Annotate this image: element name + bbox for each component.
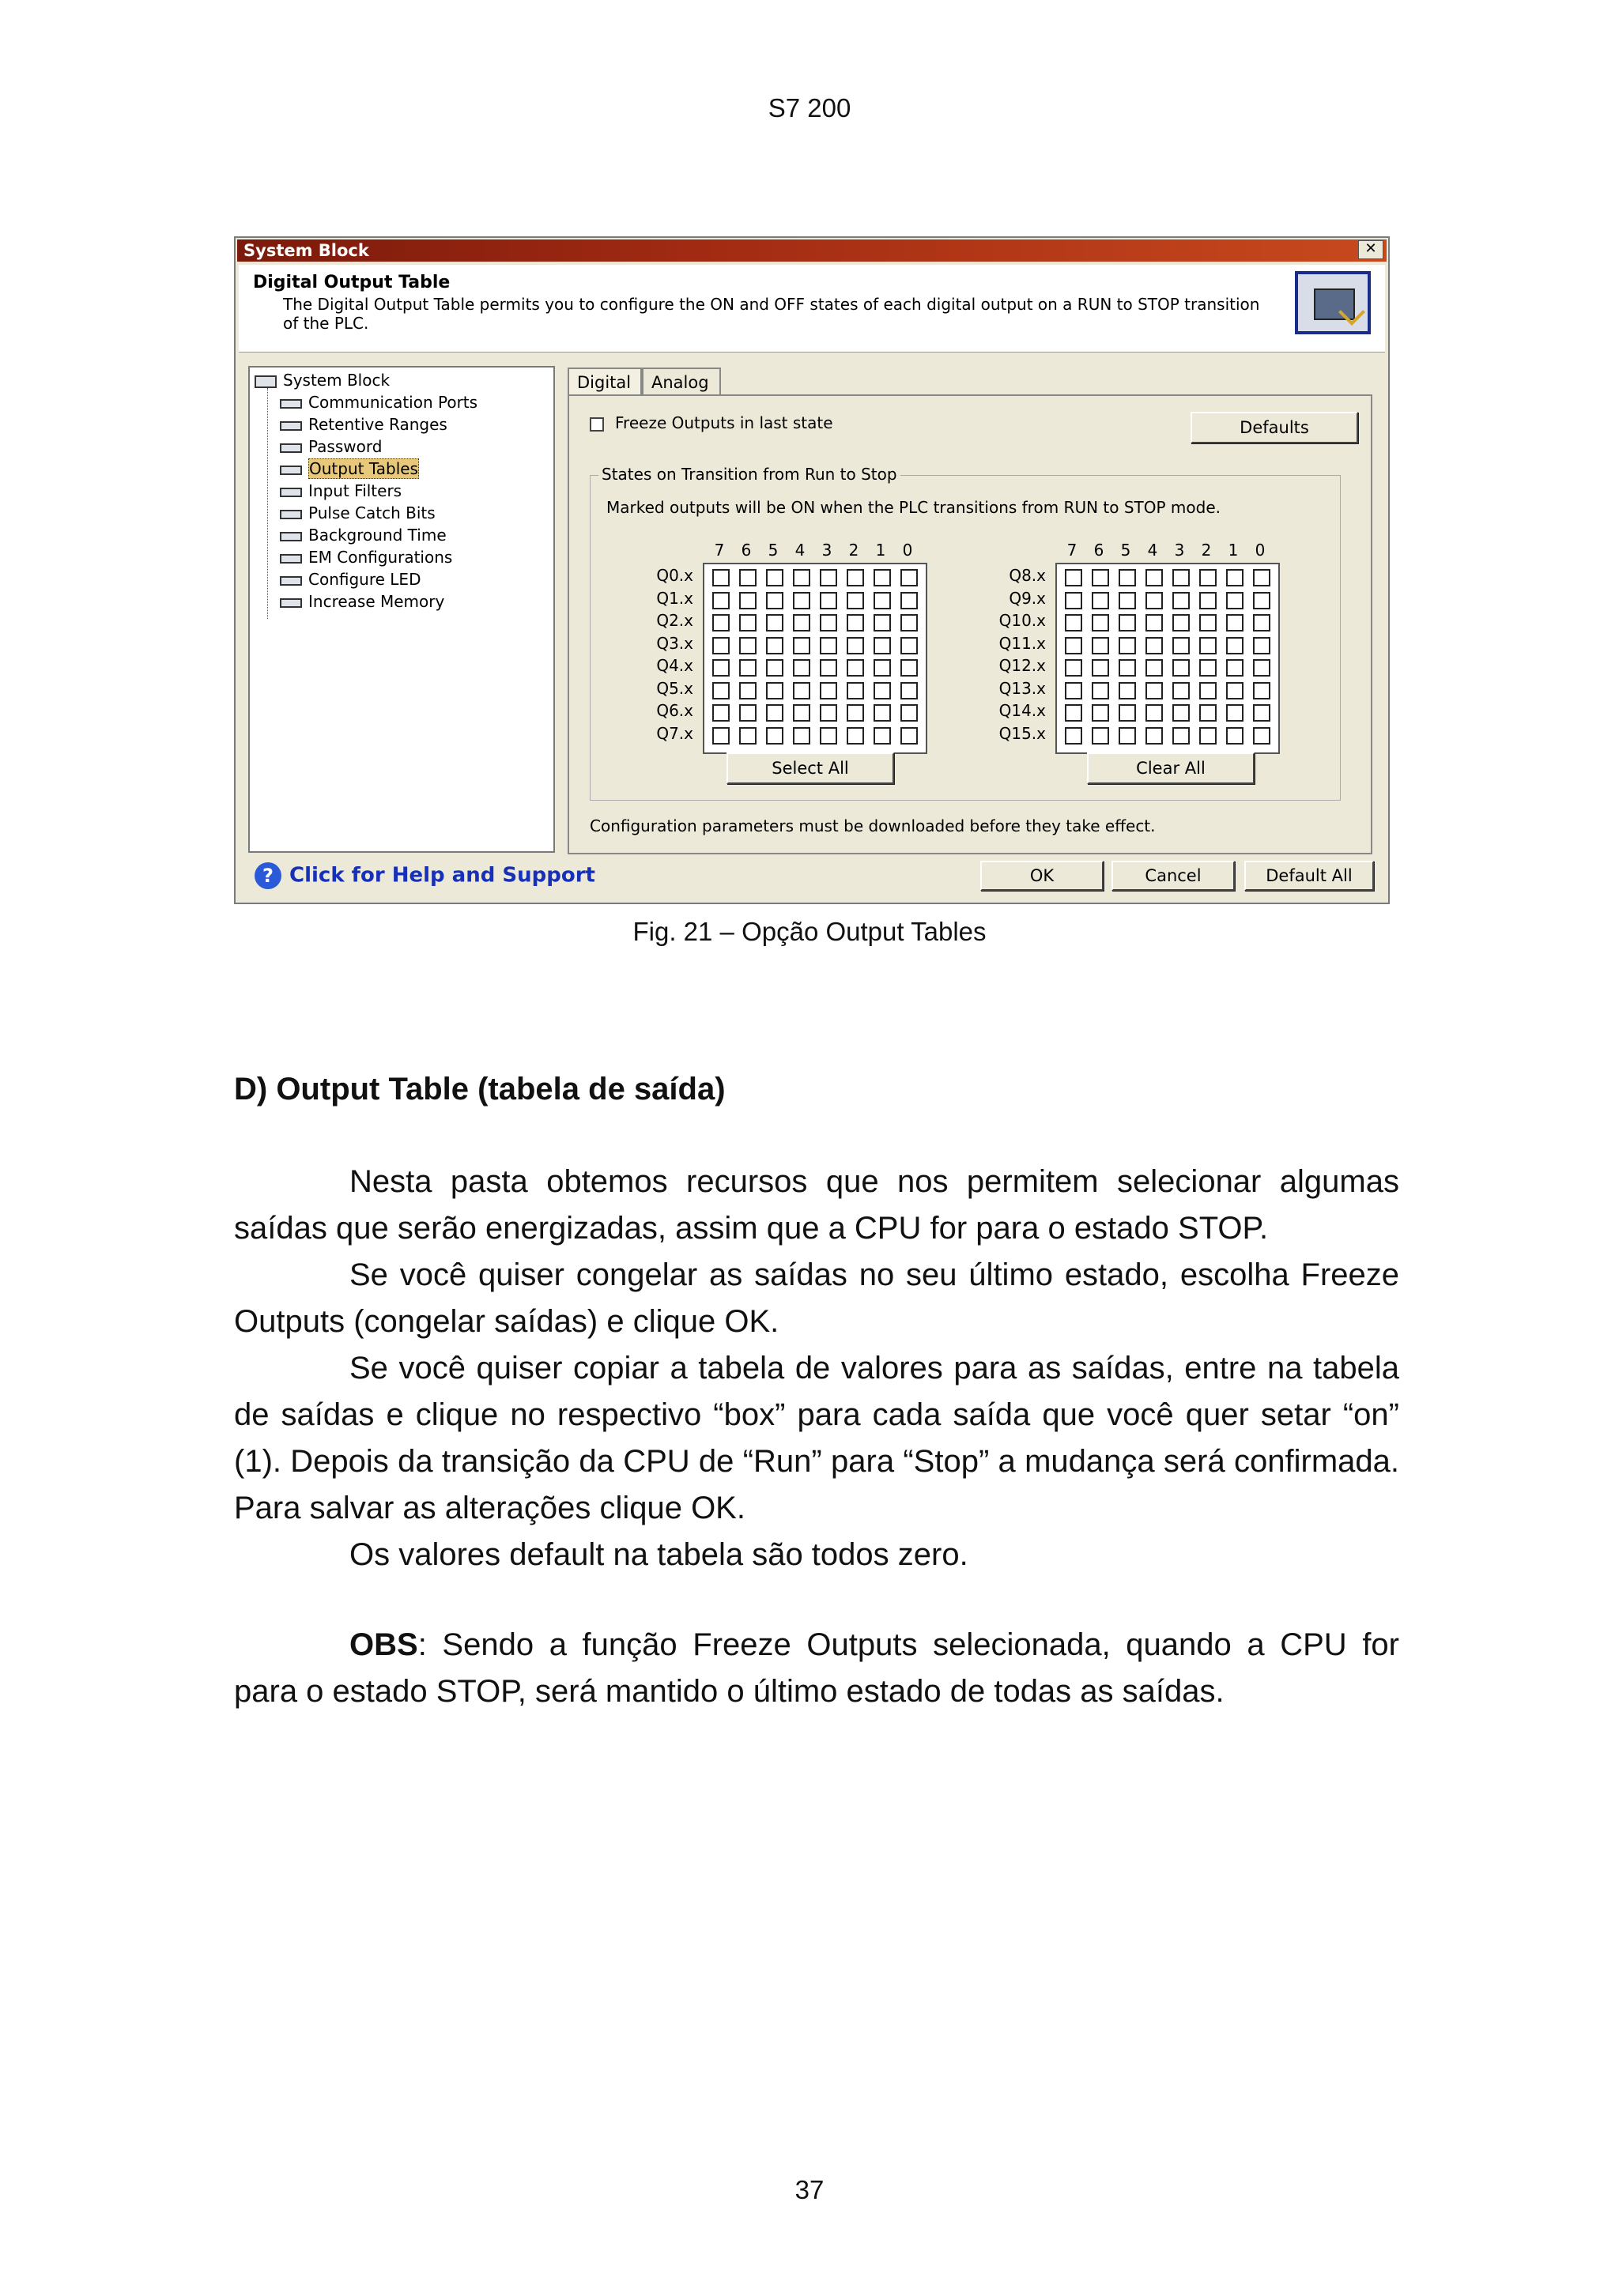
output-bit-checkbox[interactable] <box>793 614 810 631</box>
section-title: D) Output Table (tabela de saída) <box>234 1072 726 1107</box>
output-bit-checkbox[interactable] <box>1253 569 1270 586</box>
output-bit-checkbox[interactable] <box>1172 727 1190 745</box>
output-bit-checkbox[interactable] <box>1092 614 1109 631</box>
output-bit-checkbox[interactable] <box>1199 592 1217 609</box>
output-bit-checkbox[interactable] <box>1092 592 1109 609</box>
tree-node-icon <box>280 421 302 431</box>
output-bit-checkbox[interactable] <box>1172 659 1190 677</box>
output-row-label: Q15.x <box>998 723 1046 743</box>
output-bit-checkbox[interactable] <box>1119 659 1136 677</box>
output-bit-checkbox[interactable] <box>874 637 891 654</box>
output-bit-checkbox[interactable] <box>1172 704 1190 722</box>
output-bit-checkbox[interactable] <box>766 727 783 745</box>
output-bit-checkbox[interactable] <box>900 682 918 699</box>
output-checkbox-grid <box>703 563 927 754</box>
output-bit-checkbox[interactable] <box>766 637 783 654</box>
output-bit-checkbox[interactable] <box>900 614 918 631</box>
tree-item-system-block[interactable]: System Block <box>255 371 390 390</box>
output-bit-checkbox[interactable] <box>874 614 891 631</box>
output-bit-checkbox[interactable] <box>1172 614 1190 631</box>
question-mark-icon: ? <box>255 862 281 889</box>
output-row-label: Q9.x <box>1009 588 1046 608</box>
output-table-icon <box>1295 271 1371 334</box>
output-bit-checkbox[interactable] <box>1065 659 1082 677</box>
output-bit-checkbox[interactable] <box>766 614 783 631</box>
output-bit-checkbox[interactable] <box>1253 592 1270 609</box>
output-bit-checkbox[interactable] <box>1172 682 1190 699</box>
tree-node-icon <box>280 399 302 409</box>
output-row-label: Q13.x <box>998 678 1046 698</box>
output-row-label: Q3.x <box>656 633 693 653</box>
output-bit-checkbox[interactable] <box>712 614 730 631</box>
digital-tab-page <box>568 394 1372 854</box>
output-bit-checkbox[interactable] <box>1145 704 1163 722</box>
figure-caption: Fig. 21 – Opção Output Tables <box>632 917 987 946</box>
tab-analog[interactable]: Analog <box>642 368 721 396</box>
output-row-label: Q2.x <box>656 611 693 630</box>
output-bit-checkbox[interactable] <box>900 704 918 722</box>
output-bit-checkbox[interactable] <box>874 682 891 699</box>
defaults-button[interactable]: Defaults <box>1191 412 1358 443</box>
page-header: S7 200 <box>768 93 851 123</box>
output-bit-checkbox[interactable] <box>739 592 757 609</box>
output-bit-checkbox[interactable] <box>820 659 837 677</box>
output-bit-checkbox[interactable] <box>739 727 757 745</box>
bit-header-label: 1 <box>875 541 886 560</box>
output-bit-checkbox[interactable] <box>766 704 783 722</box>
info-description: The Digital Output Table permits you to configure the ON and OFF states of each digital output on a RUN to STOP transition of the PLC. <box>283 295 1260 333</box>
output-bit-checkbox[interactable] <box>1172 637 1190 654</box>
output-bit-checkbox[interactable] <box>1199 569 1217 586</box>
output-bit-checkbox[interactable] <box>1253 704 1270 722</box>
bit-header-label: 2 <box>1201 541 1212 560</box>
output-bit-checkbox[interactable] <box>1119 637 1136 654</box>
output-bit-checkbox[interactable] <box>1065 614 1082 631</box>
output-bit-checkbox[interactable] <box>1119 569 1136 586</box>
output-bit-checkbox[interactable] <box>1145 592 1163 609</box>
tree-item-increase-memory[interactable]: Increase Memory <box>280 592 444 611</box>
tree-item-background-time[interactable]: Background Time <box>280 526 447 545</box>
bit-header-label: 0 <box>902 541 913 560</box>
output-bit-checkbox[interactable] <box>1119 682 1136 699</box>
output-bit-checkbox[interactable] <box>820 704 837 722</box>
output-bit-checkbox[interactable] <box>712 682 730 699</box>
output-bit-checkbox[interactable] <box>1092 682 1109 699</box>
bit-header-label: 7 <box>714 541 725 560</box>
output-bit-checkbox[interactable] <box>1119 727 1136 745</box>
output-row-label: Q7.x <box>656 723 693 743</box>
output-bit-checkbox[interactable] <box>712 704 730 722</box>
output-bit-checkbox[interactable] <box>1253 637 1270 654</box>
output-bit-checkbox[interactable] <box>1065 592 1082 609</box>
output-bit-checkbox[interactable] <box>847 614 864 631</box>
output-bit-checkbox[interactable] <box>1145 727 1163 745</box>
output-bit-checkbox[interactable] <box>712 637 730 654</box>
output-bit-checkbox[interactable] <box>1253 659 1270 677</box>
output-bit-checkbox[interactable] <box>712 727 730 745</box>
output-bit-checkbox[interactable] <box>793 637 810 654</box>
tree-node-disabled-icon <box>280 598 302 608</box>
output-row-label: Q10.x <box>998 611 1046 630</box>
output-bit-checkbox[interactable] <box>1065 637 1082 654</box>
tree-item-em-configurations[interactable]: EM Configurations <box>280 548 452 567</box>
output-bit-checkbox[interactable] <box>739 682 757 699</box>
output-bit-checkbox[interactable] <box>900 592 918 609</box>
output-bit-checkbox[interactable] <box>874 659 891 677</box>
output-bit-checkbox[interactable] <box>1199 614 1217 631</box>
output-bit-checkbox[interactable] <box>1253 614 1270 631</box>
tree-item-pulse-catch-bits[interactable]: Pulse Catch Bits <box>280 503 436 522</box>
output-bit-checkbox[interactable] <box>739 614 757 631</box>
output-bit-checkbox[interactable] <box>739 704 757 722</box>
tree-block-icon <box>255 375 277 388</box>
output-bit-checkbox[interactable] <box>1119 704 1136 722</box>
bit-header-label: 6 <box>1093 541 1104 560</box>
paragraph-3: Se você quiser copiar a tabela de valores para as saídas, entre na tabela de saídas e clique no respectivo “box” para cada saída que você quer setar “on” (1). Depois da transição da CPU de “Run” para “Stop” a mudança será confirmada. Para salvar as alterações clique OK. <box>234 1351 1399 1525</box>
tree-item-input-filters[interactable]: Input Filters <box>280 481 402 500</box>
tree-item-communication-ports[interactable]: Communication Ports <box>280 393 477 412</box>
tab-digital[interactable]: Digital <box>568 368 642 398</box>
output-bit-checkbox[interactable] <box>739 569 757 586</box>
help-support-link[interactable]: ? Click for Help and Support <box>255 862 595 889</box>
output-bit-checkbox[interactable] <box>1199 682 1217 699</box>
bit-header-label: 0 <box>1255 541 1266 560</box>
configuration-note: Configuration parameters must be downloaded before they take effect. <box>590 816 1156 835</box>
output-bit-checkbox[interactable] <box>1226 592 1243 609</box>
page-number: 37 <box>794 2175 825 2204</box>
output-row-label: Q14.x <box>998 701 1046 720</box>
freeze-outputs-checkbox[interactable] <box>590 417 604 432</box>
output-bit-checkbox[interactable] <box>1226 569 1243 586</box>
output-bit-checkbox[interactable] <box>793 592 810 609</box>
bit-header-label: 1 <box>1228 541 1239 560</box>
output-bit-checkbox[interactable] <box>1065 682 1082 699</box>
info-panel <box>239 265 1385 353</box>
paragraph-2: Se você quiser congelar as saídas no seu último estado, escolha Freeze Outputs (congelar saídas) e clique OK. <box>234 1257 1399 1339</box>
output-bit-checkbox[interactable] <box>847 682 864 699</box>
output-bit-checkbox[interactable] <box>874 727 891 745</box>
default-all-button[interactable]: Default All <box>1244 861 1374 891</box>
cancel-button[interactable]: Cancel <box>1111 861 1235 891</box>
output-bit-checkbox[interactable] <box>1119 592 1136 609</box>
run-to-stop-group <box>590 465 1341 801</box>
output-bit-checkbox[interactable] <box>874 569 891 586</box>
tree-node-icon <box>280 443 302 453</box>
bit-header-label: 5 <box>1120 541 1131 560</box>
output-bit-checkbox[interactable] <box>712 592 730 609</box>
output-bit-checkbox[interactable] <box>766 592 783 609</box>
tree-node-disabled-icon <box>280 554 302 564</box>
output-bit-checkbox[interactable] <box>1145 614 1163 631</box>
body-text <box>234 1159 1399 1578</box>
output-row-label: Q12.x <box>998 656 1046 675</box>
output-bit-checkbox[interactable] <box>1145 682 1163 699</box>
obs-paragraph <box>234 1622 1399 1715</box>
output-bit-checkbox[interactable] <box>1226 704 1243 722</box>
output-bit-checkbox[interactable] <box>820 727 837 745</box>
output-bit-checkbox[interactable] <box>1199 704 1217 722</box>
output-bit-checkbox[interactable] <box>900 727 918 745</box>
output-row-label: Q8.x <box>1009 566 1046 585</box>
freeze-outputs-option[interactable]: Freeze Outputs in last state <box>590 413 833 432</box>
output-bit-checkbox[interactable] <box>793 727 810 745</box>
output-bit-checkbox[interactable] <box>820 569 837 586</box>
system-block-tree[interactable] <box>248 366 555 853</box>
output-row-label: Q5.x <box>656 678 693 698</box>
tree-node-icon <box>280 532 302 541</box>
paragraph-4: Os valores default na tabela são todos zero. <box>349 1537 968 1572</box>
tree-item-output-tables[interactable]: Output Tables <box>280 459 419 478</box>
output-row-label: Q0.x <box>656 566 693 585</box>
bit-header-label: 4 <box>794 541 806 560</box>
group-description: Marked outputs will be ON when the PLC transitions from RUN to STOP mode. <box>606 498 1221 517</box>
output-bit-checkbox[interactable] <box>820 592 837 609</box>
bit-header-label: 3 <box>1174 541 1185 560</box>
dialog-title: System Block <box>243 241 369 260</box>
output-bit-checkbox[interactable] <box>1092 569 1109 586</box>
output-bit-checkbox[interactable] <box>1199 637 1217 654</box>
output-bit-checkbox[interactable] <box>712 569 730 586</box>
bit-header-label: 5 <box>768 541 779 560</box>
output-bit-checkbox[interactable] <box>1145 659 1163 677</box>
output-bit-checkbox[interactable] <box>1065 704 1082 722</box>
output-bit-checkbox[interactable] <box>874 704 891 722</box>
output-bit-checkbox[interactable] <box>1092 659 1109 677</box>
output-bit-checkbox[interactable] <box>900 637 918 654</box>
output-bit-checkbox[interactable] <box>1226 682 1243 699</box>
info-title: Digital Output Table <box>253 273 451 292</box>
bit-header-label: 6 <box>741 541 752 560</box>
output-checkbox-grid <box>1055 563 1280 754</box>
output-bit-checkbox[interactable] <box>874 592 891 609</box>
tree-item-password[interactable]: Password <box>280 437 382 456</box>
output-bit-checkbox[interactable] <box>820 637 837 654</box>
tree-node-icon <box>280 510 302 519</box>
system-block-dialog <box>234 236 1390 904</box>
tree-node-disabled-icon <box>280 576 302 586</box>
ok-button[interactable]: OK <box>980 861 1104 891</box>
output-bit-checkbox[interactable] <box>1253 727 1270 745</box>
output-bit-checkbox[interactable] <box>847 704 864 722</box>
output-bit-checkbox[interactable] <box>1145 637 1163 654</box>
output-bit-checkbox[interactable] <box>739 637 757 654</box>
obs-text: : Sendo a função Freeze Outputs selecionada, quando a CPU for para o estado STOP, será mantido o último estado de todas as saídas. <box>234 1627 1399 1709</box>
output-bit-checkbox[interactable] <box>847 727 864 745</box>
output-bit-checkbox[interactable] <box>1092 727 1109 745</box>
output-bit-checkbox[interactable] <box>847 592 864 609</box>
output-bit-checkbox[interactable] <box>793 682 810 699</box>
output-bit-checkbox[interactable] <box>1092 637 1109 654</box>
output-bit-checkbox[interactable] <box>766 659 783 677</box>
output-bit-checkbox[interactable] <box>793 704 810 722</box>
output-bit-checkbox[interactable] <box>1092 704 1109 722</box>
tree-item-retentive-ranges[interactable]: Retentive Ranges <box>280 415 447 434</box>
output-bit-checkbox[interactable] <box>1119 614 1136 631</box>
output-bit-checkbox[interactable] <box>1226 614 1243 631</box>
output-row-label: Q1.x <box>656 588 693 608</box>
output-bit-checkbox[interactable] <box>766 569 783 586</box>
output-bit-checkbox[interactable] <box>1199 727 1217 745</box>
output-bit-checkbox[interactable] <box>793 659 810 677</box>
output-bit-checkbox[interactable] <box>900 659 918 677</box>
bit-header-label: 4 <box>1147 541 1158 560</box>
output-bit-checkbox[interactable] <box>1172 592 1190 609</box>
bit-header-label: 2 <box>848 541 859 560</box>
bit-header-label: 7 <box>1066 541 1077 560</box>
output-bit-checkbox[interactable] <box>820 682 837 699</box>
output-bit-checkbox[interactable] <box>766 682 783 699</box>
output-row-label: Q11.x <box>998 633 1046 653</box>
close-button[interactable]: ✕ <box>1358 240 1383 259</box>
output-bit-checkbox[interactable] <box>1145 569 1163 586</box>
output-bit-checkbox[interactable] <box>900 569 918 586</box>
output-row-label: Q6.x <box>656 701 693 720</box>
group-title: States on Transition from Run to Stop <box>598 465 900 484</box>
output-row-label: Q4.x <box>656 656 693 675</box>
output-bit-checkbox[interactable] <box>1253 682 1270 699</box>
paragraph-1: Nesta pasta obtemos recursos que nos permitem selecionar algumas saídas que serão energizadas, assim que a CPU for para o estado STOP. <box>234 1164 1399 1246</box>
output-bit-checkbox[interactable] <box>1226 727 1243 745</box>
bit-header-label: 3 <box>821 541 832 560</box>
tree-node-icon <box>280 466 302 475</box>
output-bit-checkbox[interactable] <box>1065 569 1082 586</box>
tree-node-icon <box>280 488 302 497</box>
obs-label: OBS <box>349 1627 418 1662</box>
clear-all-button[interactable]: Clear All <box>1087 752 1255 784</box>
output-bit-checkbox[interactable] <box>1199 659 1217 677</box>
output-bit-checkbox[interactable] <box>1226 659 1243 677</box>
output-bit-checkbox[interactable] <box>793 569 810 586</box>
tree-item-configure-led[interactable]: Configure LED <box>280 570 421 589</box>
dialog-titlebar <box>237 239 1387 262</box>
output-bit-checkbox[interactable] <box>847 637 864 654</box>
output-bit-checkbox[interactable] <box>1226 637 1243 654</box>
output-bit-checkbox[interactable] <box>847 659 864 677</box>
output-bit-checkbox[interactable] <box>820 614 837 631</box>
output-bit-checkbox[interactable] <box>712 659 730 677</box>
output-bit-checkbox[interactable] <box>847 569 864 586</box>
output-bit-checkbox[interactable] <box>739 659 757 677</box>
output-bit-checkbox[interactable] <box>1172 569 1190 586</box>
output-bit-checkbox[interactable] <box>1065 727 1082 745</box>
select-all-button[interactable]: Select All <box>726 752 894 784</box>
